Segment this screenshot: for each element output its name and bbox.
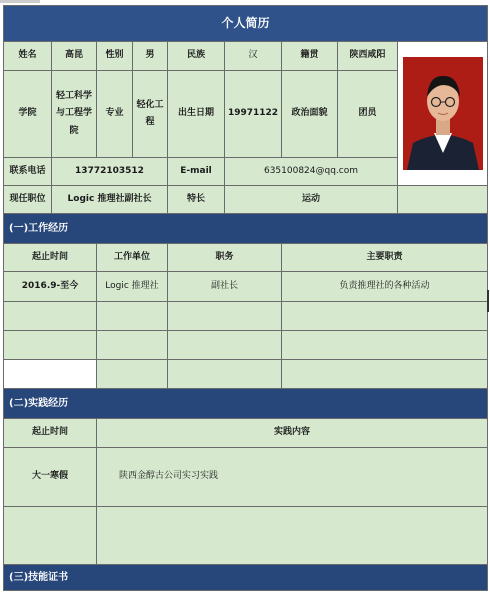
work-row-1-period: 2016.9-至今 [4,272,97,302]
position-label: 现任职位 [4,186,52,214]
work-empty-cell [4,302,97,331]
college-label: 学院 [4,71,52,158]
practice-col-period: 起止时间 [4,419,97,448]
work-empty-cell [282,360,488,389]
specialty-label: 特长 [168,186,225,214]
major-value: 轻化工程 [133,71,168,158]
politics-label: 政治面貌 [282,71,338,158]
work-row-1-duties: 负责推理社的各种活动 [282,272,488,302]
work-row-1-role: 副社长 [168,272,282,302]
major-label: 专业 [97,71,133,158]
practice-row-1-period: 大一寒假 [4,448,97,507]
gender-value: 男 [133,42,168,71]
scroll-edge-marker [487,290,489,312]
ethnicity-label: 民族 [168,42,225,71]
work-row-1-employer: Logic 推理社 [97,272,168,302]
resume-table [3,5,488,591]
phone-label: 联系电话 [4,158,52,186]
birth-label: 出生日期 [168,71,225,158]
top-mark [0,0,40,3]
work-col-role: 职务 [168,244,282,272]
work-col-employer: 工作单位 [97,244,168,272]
work-section-heading: (一)工作经历 [4,214,488,244]
practice-row-1-content: 陕西金醇古公司实习实践 [97,448,488,507]
work-empty-cell [168,331,282,360]
name-label: 姓名 [4,42,52,71]
email-value: 635100824@qq.com [225,158,398,186]
work-empty-cell [168,302,282,331]
practice-empty-cell [4,507,97,565]
practice-empty-cell [97,507,488,565]
work-empty-cell [282,302,488,331]
skills-section-heading: (三)技能证书 [4,565,488,591]
work-empty-cell [97,360,168,389]
birth-value: 19971122 [225,71,282,158]
politics-value: 团员 [338,71,398,158]
work-empty-cell [97,302,168,331]
native-value: 陕西咸阳 [338,42,398,71]
work-empty-cell [97,331,168,360]
email-label: E-mail [168,158,225,186]
practice-col-content: 实践内容 [97,419,488,448]
portrait-photo [403,57,483,170]
college-value: 轻工科学与工程学院 [52,71,97,158]
empty-cell [398,186,488,214]
position-value: Logic 推理社副社长 [52,186,168,214]
work-empty-cell [282,331,488,360]
native-label: 籍贯 [282,42,338,71]
specialty-value: 运动 [225,186,398,214]
work-col-period: 起止时间 [4,244,97,272]
phone-value: 13772103512 [52,158,168,186]
work-empty-cell [4,360,97,389]
name-value: 高昆 [52,42,97,71]
resume-title: 个人简历 [4,6,488,42]
gender-label: 性别 [97,42,133,71]
work-empty-cell [168,360,282,389]
practice-section-heading: (二)实践经历 [4,389,488,419]
work-col-duties: 主要职责 [282,244,488,272]
ethnicity-value: 汉 [225,42,282,71]
photo-cell [398,42,488,186]
work-empty-cell [4,331,97,360]
